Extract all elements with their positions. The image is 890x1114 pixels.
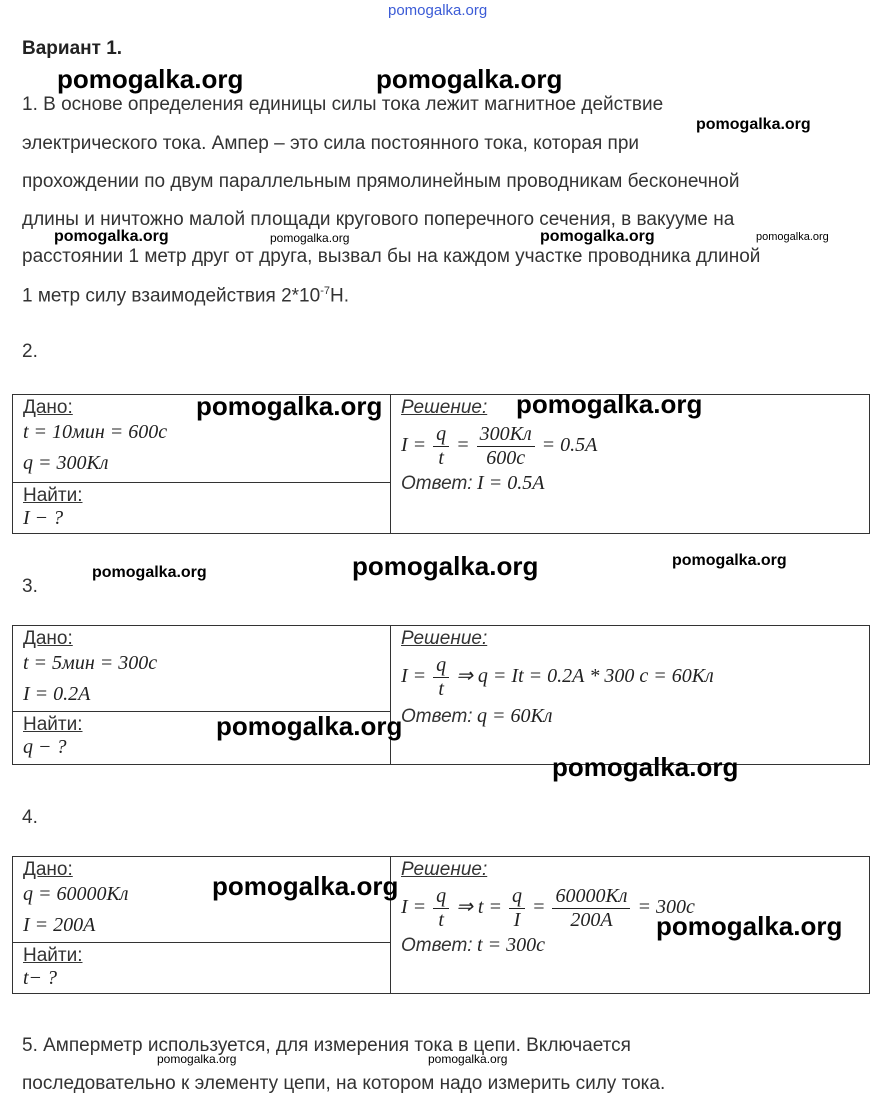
task2-table bbox=[12, 394, 870, 534]
task2-given-2: q = 300Кл bbox=[23, 452, 109, 474]
watermark: pomogalka.org bbox=[696, 116, 811, 133]
task3-find-label: Найти: bbox=[23, 714, 83, 735]
task2-frac2-num: 300Кл bbox=[477, 423, 535, 447]
task3-answer-label: Ответ: bbox=[401, 706, 473, 727]
answer1-line-2: электрического тока. Ампер – это сила постоянного тока, которая при bbox=[22, 133, 640, 154]
task3-given-label: Дано: bbox=[23, 628, 73, 649]
task4-frac1-num: q bbox=[433, 885, 449, 909]
watermark: pomogalka.org bbox=[212, 871, 399, 901]
task3-table bbox=[12, 625, 870, 765]
site-url[interactable]: pomogalka.org bbox=[388, 2, 488, 19]
answer1-last-prefix: 1 метр силу взаимодействия 2*10 bbox=[22, 285, 321, 307]
task3-solution-label: Решение: bbox=[401, 628, 488, 649]
watermark: pomogalka.org bbox=[516, 389, 703, 419]
watermark: pomogalka.org bbox=[376, 64, 563, 94]
page-title: Вариант 1. bbox=[22, 38, 123, 59]
watermark: pomogalka.org bbox=[656, 911, 843, 941]
task4-formula-rhs: = 300с bbox=[637, 896, 695, 919]
task4-answer: t = 300с bbox=[477, 934, 545, 956]
task4-given-1: q = 60000Кл bbox=[23, 883, 129, 905]
watermark: pomogalka.org bbox=[157, 1052, 237, 1066]
task3-given-1: t = 5мин = 300с bbox=[23, 652, 158, 674]
watermark: pomogalka.org bbox=[756, 231, 829, 243]
task4-find-cell bbox=[13, 943, 391, 994]
task2-find: I − ? bbox=[23, 507, 64, 529]
task4-frac3-num: 60000Кл bbox=[552, 885, 630, 909]
task2-formula-lhs: I = bbox=[401, 434, 427, 457]
task4-formula: I = $\frac{q}{t}$ ⇒ t = $\frac{q}{I}$ = $\frac{60000Кл}{200А}$ = 300с bbox=[401, 885, 695, 931]
answer1-line-4: длины и ничтожно малой площади кругового поперечного сечения, в вакууме на bbox=[22, 209, 735, 230]
task2-frac2-den: 600с bbox=[486, 447, 526, 469]
watermark: pomogalka.org bbox=[540, 228, 655, 245]
watermark: pomogalka.org bbox=[57, 64, 244, 94]
answer1-line-6 bbox=[22, 285, 349, 307]
task4-answer-label: Ответ: bbox=[401, 935, 473, 956]
task4-given-2: I = 200А bbox=[23, 914, 96, 936]
task3-number: 3. bbox=[22, 576, 38, 597]
task2-solution-label: Решение: bbox=[401, 397, 488, 418]
task4-solution-label: Решение: bbox=[401, 859, 488, 880]
watermark: pomogalka.org bbox=[270, 231, 350, 245]
task4-frac1-den: t bbox=[438, 909, 444, 931]
task4-formula-lhs: I = bbox=[401, 896, 427, 919]
watermark: pomogalka.org bbox=[196, 391, 383, 421]
task2-find-cell bbox=[13, 483, 391, 534]
watermark: pomogalka.org bbox=[672, 552, 787, 569]
watermark: pomogalka.org bbox=[352, 551, 539, 581]
task3-find: q − ? bbox=[23, 736, 67, 758]
answer1-line-5: расстоянии 1 метр друг от друга, вызвал бы на каждом участке проводника длиной bbox=[22, 246, 761, 267]
task3-formula bbox=[401, 654, 859, 701]
answer5-line-2: последовательно к элементу цепи, на котором надо измерить силу тока. bbox=[22, 1073, 666, 1094]
task2-find-label: Найти: bbox=[23, 485, 83, 506]
task2-answer: I = 0.5А bbox=[477, 472, 545, 494]
task3-frac1-den: t bbox=[438, 678, 444, 700]
task4-number: 4. bbox=[22, 807, 38, 828]
answer1-exponent: -7 bbox=[320, 285, 330, 297]
answer1-line-1: 1. В основе определения единицы силы тока лежит магнитное действие bbox=[22, 94, 664, 115]
watermark: pomogalka.org bbox=[54, 228, 169, 245]
task4-frac2-num: q bbox=[509, 885, 525, 909]
task2-given-1: t = 10мин = 600с bbox=[23, 421, 168, 443]
task4-frac3-den: 200А bbox=[570, 909, 613, 931]
task4-find: t− ? bbox=[23, 967, 58, 989]
task3-solution-cell bbox=[391, 626, 870, 765]
task4-frac2-den: I bbox=[513, 909, 521, 931]
task3-answer: q = 60Кл bbox=[477, 705, 553, 727]
task2-frac1-den: t bbox=[438, 447, 444, 469]
task2-answer-label: Ответ: bbox=[401, 473, 473, 494]
task3-formula-rhs: ⇒ q = It = 0.2А * 300 с = 60Кл bbox=[456, 665, 714, 688]
watermark: pomogalka.org bbox=[552, 752, 739, 782]
watermark: pomogalka.org bbox=[428, 1052, 508, 1066]
answer1-line-3: прохождении по двум параллельным прямолинейным проводникам бесконечной bbox=[22, 171, 740, 192]
task4-given-label: Дано: bbox=[23, 859, 73, 880]
task3-formula-lhs: I = bbox=[401, 665, 427, 688]
task2-formula-rhs: = 0.5А bbox=[541, 434, 598, 457]
task3-given-cell bbox=[13, 626, 391, 712]
task2-formula: I = $\frac{q}{t}$ = $\frac{300Кл}{600с}$ = 0.5А bbox=[401, 423, 598, 469]
watermark: pomogalka.org bbox=[92, 564, 207, 581]
task2-given-label: Дано: bbox=[23, 397, 73, 418]
task4-formula-mid: ⇒ t = bbox=[456, 896, 502, 919]
task3-frac1-num: q bbox=[433, 654, 449, 678]
task2-frac1-num: q bbox=[433, 423, 449, 447]
answer1-last-suffix: Н. bbox=[329, 285, 349, 307]
task2-number: 2. bbox=[22, 341, 38, 362]
task3-given-2: I = 0.2А bbox=[23, 683, 91, 705]
answer5-line-1: 5. Амперметр используется, для измерения тока в цепи. Включается bbox=[22, 1035, 631, 1056]
task4-find-label: Найти: bbox=[23, 945, 83, 966]
watermark: pomogalka.org bbox=[216, 711, 403, 741]
